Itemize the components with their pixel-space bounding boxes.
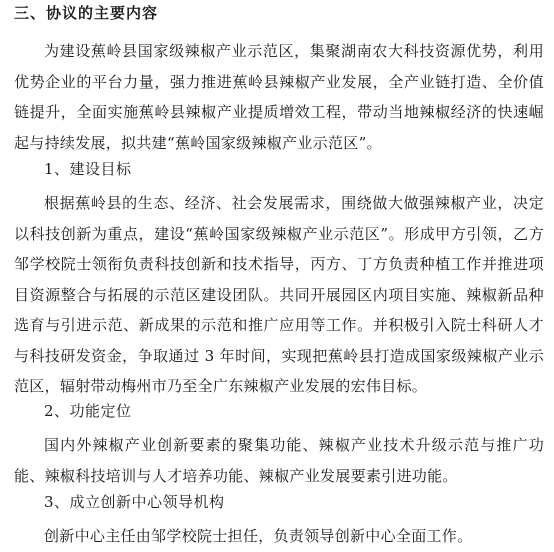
- goal-paragraph: 根据蕉岭县的生态、经济、社会发展需求，围绕做大做强辣椒产业，决定以科技创新为重点，建设“蕉岭国家级辣椒产业示范区”。形成甲方引领，乙方邹学校院士领衔负责科技创新和技术指导，丙方、丁方负责种植工作并推进项目资源整合与拓展的示范区建设团队。共同开展园区内项目实施、辣椒新品种选育与引进示范、新成果的示范和推广应用等工作。并积极引入院士科研人才与科技研发资金，争取通过 3 年时间，实现把蕉岭县打造成国家级辣椒产业示范区，辐射带动梅州市乃至全广东辣椒产业发展的宏伟目标。: [14, 194, 544, 395]
- intro-paragraph: 为建设蕉岭县国家级辣椒产业示范区，集聚湖南农大科技资源优势，利用优势企业的平台力量，强力推进蕉岭县辣椒产业发展，全产业链打造、全价值链提升，全面实施蕉岭县辣椒产业提质增效工程，带动当地辣椒经济的快速崛起与持续发展，拟共建“蕉岭国家级辣椒产业示范区”。: [14, 42, 544, 152]
- section-heading: 三、协议的主要内容: [14, 4, 159, 22]
- function-paragraph: 国内外辣椒产业创新要素的聚集功能、辣椒产业技术升级示范与推广功能、辣椒科技培训与人才培养功能、辣椒产业发展要素引进功能。: [14, 436, 544, 485]
- leadership-paragraph: 创新中心主任由邹学校院士担任，负责领导创新中心全面工作。: [44, 527, 473, 545]
- subheading-leadership-body: 3、成立创新中心领导机构: [44, 493, 225, 511]
- subheading-construction-goal: 1、建设目标: [44, 160, 132, 178]
- subheading-function-positioning: 2、功能定位: [44, 402, 132, 420]
